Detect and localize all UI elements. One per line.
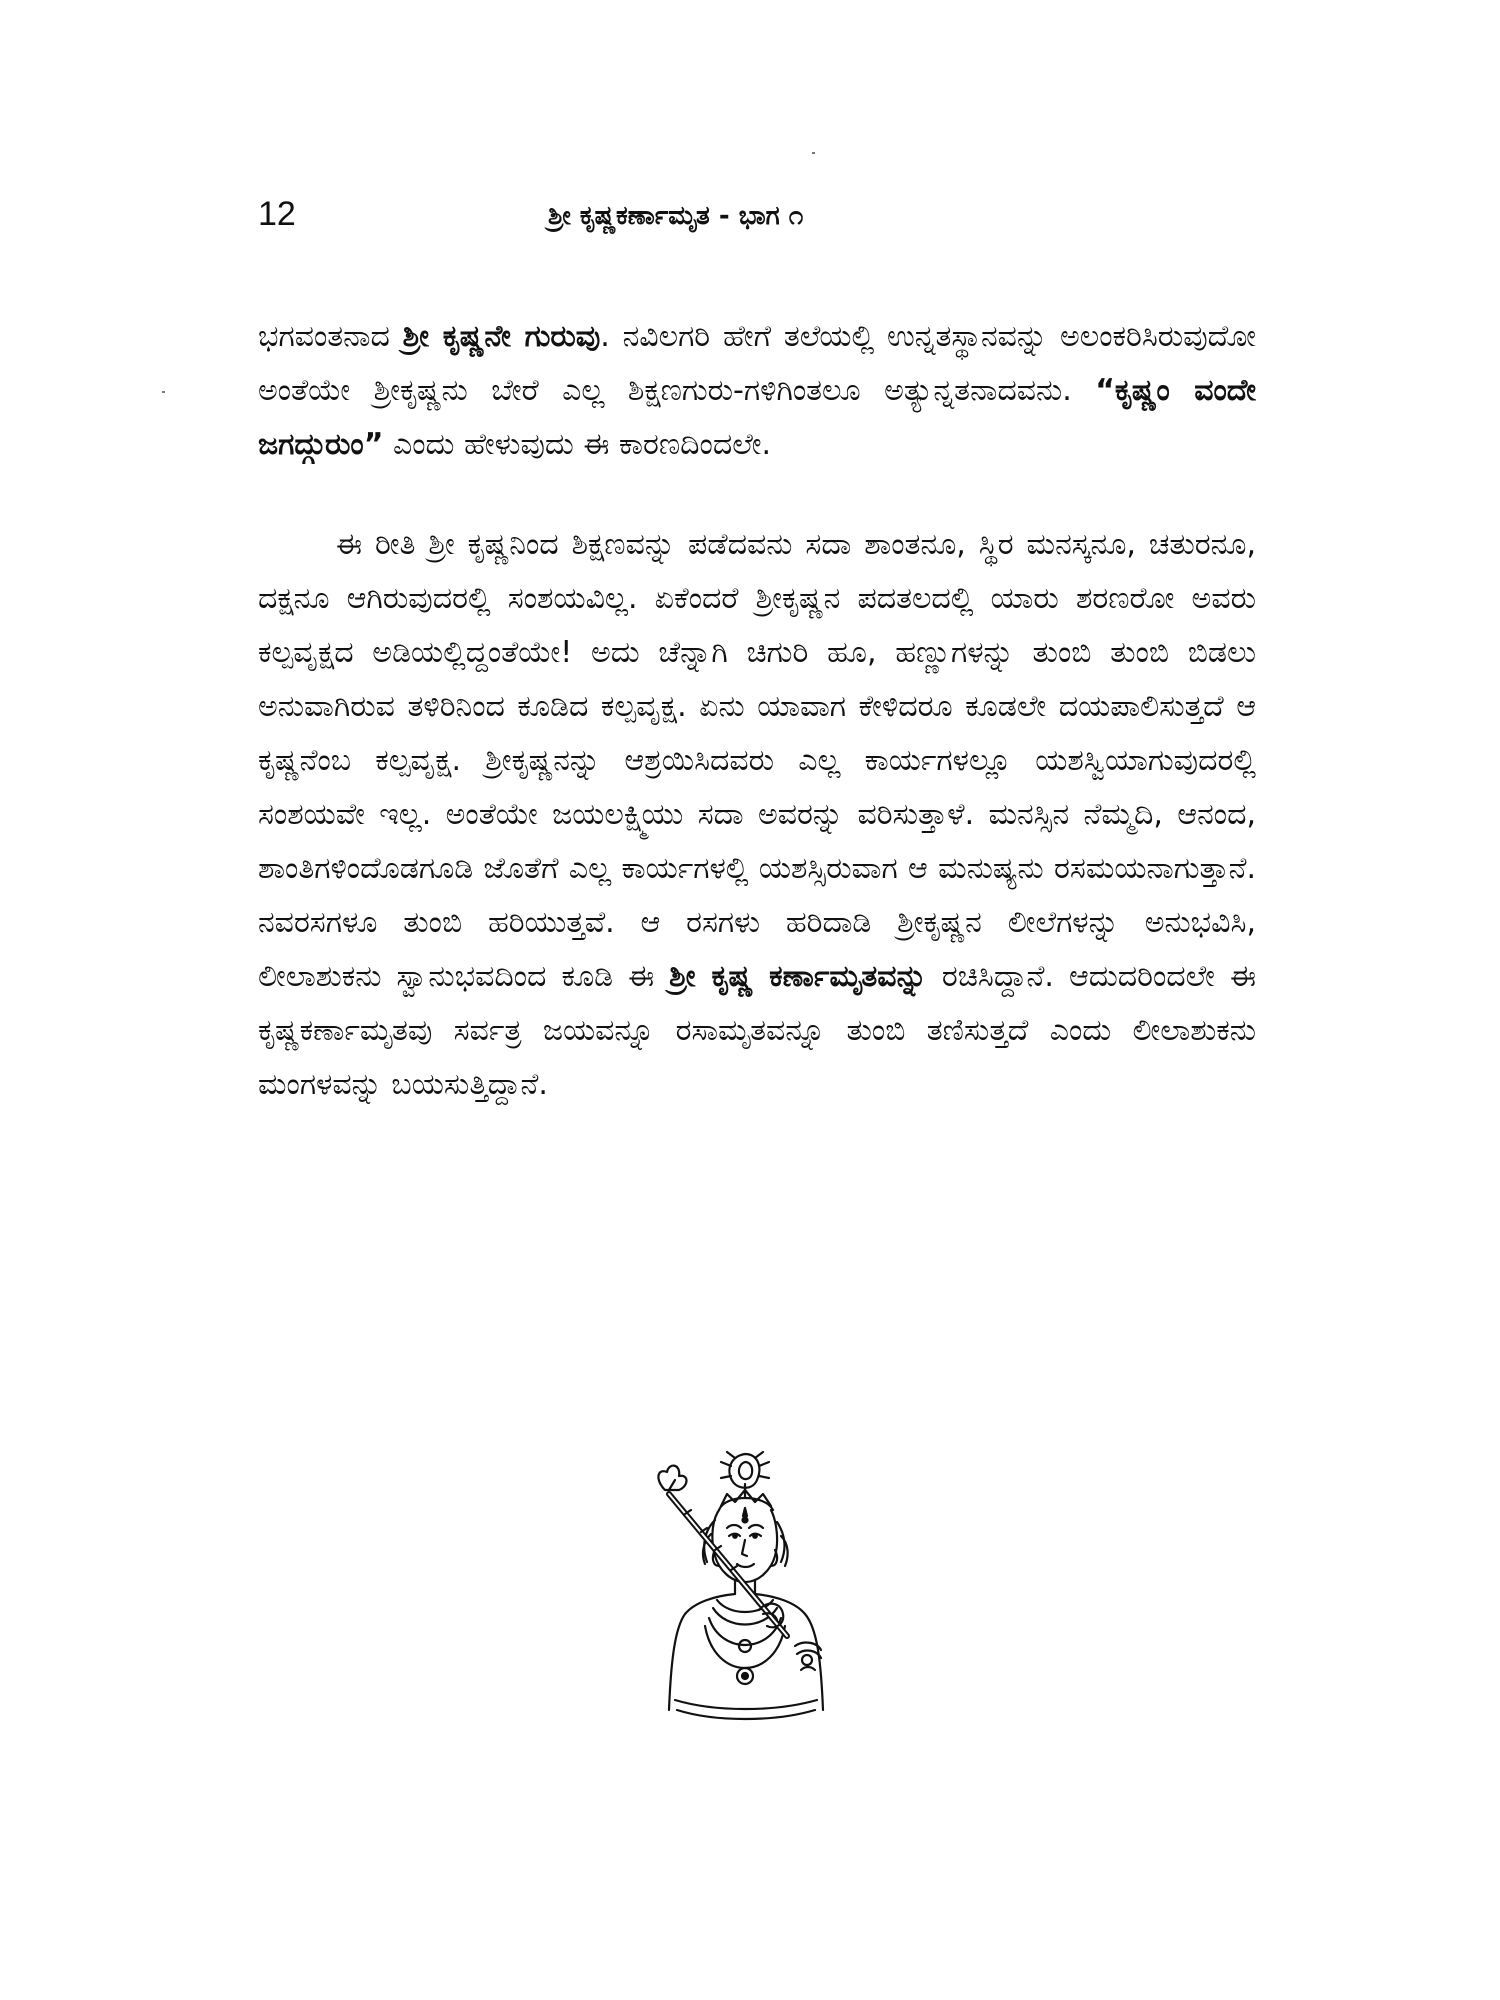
page-number: 12 [258, 195, 296, 233]
paragraph-1-text-a: ಭಗವಂತನಾದ [258, 319, 403, 354]
paragraph-2-bold-a: ಶ್ರೀ ಕೃಷ್ಣ ಕರ್ಣಾಮೃತವನ್ನು [669, 959, 927, 994]
page-header [258, 195, 1258, 245]
paragraph-1-bold-b: “ಕೃಷ್ಣಂ ವಂದೇ ಜಗದ್ಗುರುಂ” [258, 373, 1256, 462]
paragraph-1-bold-a: ಶ್ರೀ ಕೃಷ್ಣನೇ ಗುರುವು [402, 319, 601, 354]
body-text [258, 310, 1256, 1112]
paragraph-1-text-b: . ನವಿಲಗರಿ ಹೇಗೆ ತಲೆಯಲ್ಲಿ ಉನ್ನತಸ್ಥಾನವನ್ನು ಅಲಂಕರಿಸಿರುವುದೋ ಅಂತೆಯೇ ಶ್ರೀಕೃಷ್ಣನು ಬೇರೆ ಎಲ್ಲ ಶಿಕ್ಷಣಗುರು-ಗಳಿಗಿಂತಲೂ ಅತ್ಯುನ್ನತನಾದವನು. [258, 319, 1256, 408]
scan-speck [812, 152, 815, 154]
paragraph-1 [258, 310, 1256, 472]
scan-speck [162, 391, 165, 393]
paragraph-2-text-a: ಈ ರೀತಿ ಶ್ರೀ ಕೃಷ್ಣನಿಂದ ಶಿಕ್ಷಣವನ್ನು ಪಡೆದವನು ಸದಾ ಶಾಂತನೂ, ಸ್ಥಿರ ಮನಸ್ಕನೂ, ಚತುರನೂ, ದಕ್ಷನೂ ಆಗಿರುವುದರಲ್ಲಿ ಸಂಶಯವಿಲ್ಲ. ಏಕೆಂದರೆ ಶ್ರೀಕೃಷ್ಣನ ಪದತಲದಲ್ಲಿ ಯಾರು ಶರಣರೋ ಅವರು ಕಲ್ಪವೃಕ್ಷದ ಅಡಿಯಲ್ಲಿದ್ದಂತೆಯೇ! ಅದು ಚೆನ್ನಾಗಿ ಚಿಗುರಿ ಹೂ, ಹಣ್ಣುಗಳನ್ನು ತುಂಬಿ ತುಂಬಿ ಬಿಡಲು ಅನುವಾಗಿರುವ ತಳಿರಿನಿಂದ ಕೂಡಿದ ಕಲ್ಪವೃಕ್ಷ. ಏನು ಯಾವಾಗ ಕೇಳಿದರೂ ಕೂಡಲೇ ದಯಪಾಲಿಸುತ್ತದೆ ಆ ಕೃಷ್ಣನೆಂಬ ಕಲ್ಪವೃಕ್ಷ. ಶ್ರೀಕೃಷ್ಣನನ್ನು ಆಶ್ರಯಿಸಿದವರು ಎಲ್ಲ ಕಾರ್ಯಗಳಲ್ಲೂ ಯಶಸ್ವಿಯಾಗುವುದರಲ್ಲಿ ಸಂಶಯವೇ ಇಲ್ಲ. ಅಂತೆಯೇ ಜಯಲಕ್ಷ್ಮಿಯು ಸದಾ ಅವರನ್ನು ವರಿಸುತ್ತಾಳೆ. ಮನಸ್ಸಿನ ನೆಮ್ಮದಿ, ಆನಂದ, ಶಾಂತಿಗಳಿಂದೊಡಗೂಡಿ ಜೊತೆಗೆ ಎಲ್ಲ ಕಾರ್ಯಗಳಲ್ಲಿ ಯಶಸ್ಸಿರುವಾಗ ಆ ಮನುಷ್ಯನು ರಸಮಯನಾಗುತ್ತಾನೆ. ನವರಸಗಳೂ ತುಂಬಿ ಹರಿಯುತ್ತವೆ. ಆ ರಸಗಳು ಹರಿದಾಡಿ ಶ್ರೀಕೃಷ್ಣನ ಲೀಲೆಗಳನ್ನು ಅನುಭವಿಸಿ, ಲೀಲಾಶುಕನು ಸ್ವಾನುಭವದಿಂದ ಕೂಡಿ ಈ [258, 527, 1256, 994]
running-title: ಶ್ರೀ ಕೃಷ್ಣಕರ್ಣಾಮೃತ - ಭಾಗ ೧ [548, 201, 804, 231]
paragraph-1-text-c: ಎಂದು ಹೇಳುವುದು ಈ ಕಾರಣದಿಂದಲೇ. [383, 427, 772, 462]
krishna-flute-line-drawing-icon [655, 1450, 845, 1730]
paragraph-2-text-b: ರಚಿಸಿದ್ದಾನೆ. ಆದುದರಿಂದಲೇ ಈ ಕೃಷ್ಣಕರ್ಣಾಮೃತವು ಸರ್ವತ್ರ ಜಯವನ್ನೂ ರಸಾಮೃತವನ್ನೂ ತುಂಬಿ ತಣಿಸುತ್ತದೆ ಎಂದು ಲೀಲಾಶುಕನು ಮಂಗಳವನ್ನು ಬಯಸುತ್ತಿದ್ದಾನೆ. [258, 959, 1256, 1102]
paragraph-2 [258, 518, 1256, 1112]
